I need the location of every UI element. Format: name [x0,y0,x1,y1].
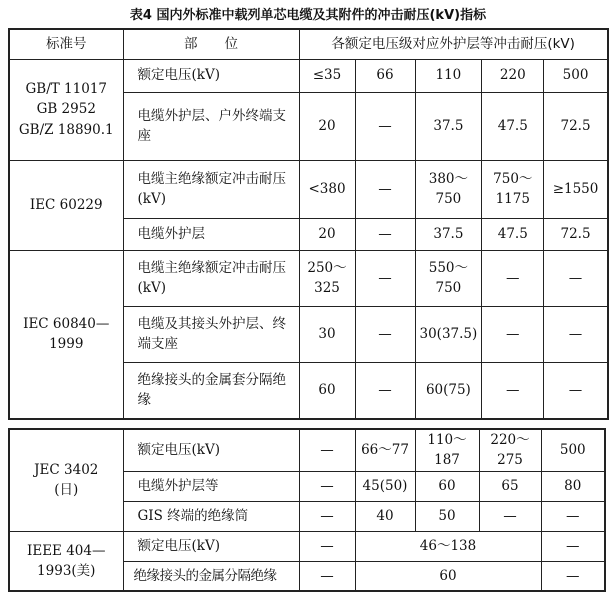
part-cell: 绝缘接头的金属套分隔绝缘 [123,362,299,419]
value-cell: <380 [299,160,355,218]
part-cell: 电缆及其接头外护层、终端支座 [123,306,299,362]
value-cell: 60 [299,362,355,419]
value-cell: — [544,306,608,362]
value-cell: 72.5 [544,218,608,250]
value-cell: — [479,501,541,531]
value-cell: 65 [479,471,541,501]
value-cell: 60(75) [415,362,482,419]
value-cell: 250～325 [299,250,355,306]
value-cell: 47.5 [482,92,544,160]
value-cell: — [355,306,415,362]
standards-table-upper [8,28,609,420]
value-cell: — [299,531,355,561]
value-cell: 60 [415,471,479,501]
table-row [9,531,605,561]
value-cell: 46～138 [355,531,541,561]
value-cell: 380～750 [415,160,482,218]
value-cell: 60 [355,561,541,591]
value-cell: 45(50) [355,471,415,501]
value-cell: — [355,362,415,419]
value-cell: ≥1550 [544,160,608,218]
value-cell: 500 [541,429,605,471]
value-cell: 40 [355,501,415,531]
standard-jec: JEC 3402 (日) [9,429,123,531]
value-cell: 30(37.5) [415,306,482,362]
value-cell: — [541,501,605,531]
standard-iec60229: IEC 60229 [9,160,123,250]
table-caption: 表4 国内外标准中载列单芯电缆及其附件的冲击耐压(kV)指标 [129,8,487,23]
part-cell: 额定电压(kV) [123,531,299,561]
value-cell: 110 [415,59,482,92]
value-cell: 110～187 [415,429,479,471]
value-cell: 37.5 [415,218,482,250]
value-cell: 66 [355,59,415,92]
standards-table-lower [8,428,606,592]
value-cell: — [541,531,605,561]
part-cell: 绝缘接头的金属分隔绝缘 [123,561,299,591]
value-cell: — [299,561,355,591]
value-cell: — [482,306,544,362]
part-cell: GIS 终端的绝缘筒 [123,501,299,531]
part-cell: 电缆主绝缘额定冲击耐压(kV) [123,160,299,218]
value-cell: 37.5 [415,92,482,160]
value-cell: 750～1175 [482,160,544,218]
value-cell: 500 [544,59,608,92]
value-cell: — [355,218,415,250]
table-row [9,59,608,92]
value-cell: 20 [299,218,355,250]
value-cell: — [355,92,415,160]
value-cell: 80 [541,471,605,501]
standard-iec60840: IEC 60840—1999 [9,250,123,419]
header-row [9,29,608,59]
table-row [9,429,605,471]
part-cell: 电缆主绝缘额定冲击耐压(kV) [123,250,299,306]
value-cell: — [544,250,608,306]
value-cell: 50 [415,501,479,531]
header-part: 部 位 [123,29,299,59]
standard-gb: GB/T 11017 GB 2952 GB/Z 18890.1 [9,59,123,160]
value-cell: — [355,250,415,306]
value-cell: — [299,429,355,471]
part-cell: 电缆外护层 [123,218,299,250]
value-cell: — [355,160,415,218]
part-cell: 额定电压(kV) [123,429,299,471]
table-row [9,160,608,218]
value-cell: — [482,362,544,419]
value-cell: — [544,362,608,419]
value-cell: — [482,250,544,306]
value-cell: 30 [299,306,355,362]
value-cell: 72.5 [544,92,608,160]
value-cell: 550～750 [415,250,482,306]
part-cell: 额定电压(kV) [123,59,299,92]
value-cell: 20 [299,92,355,160]
value-cell: 66～77 [355,429,415,471]
value-cell: — [299,501,355,531]
value-cell: 47.5 [482,218,544,250]
standard-ieee: IEEE 404— 1993(美) [9,531,123,591]
value-cell: 220～275 [479,429,541,471]
value-cell: ≤35 [299,59,355,92]
value-cell: 220 [482,59,544,92]
part-cell: 电缆外护层、户外终端支座 [123,92,299,160]
table-row [9,250,608,306]
value-cell: — [299,471,355,501]
header-voltage: 各额定电压级对应外护层等冲击耐压(kV) [299,29,608,59]
header-standard: 标准号 [9,29,123,59]
value-cell: — [541,561,605,591]
part-cell: 电缆外护层等 [123,471,299,501]
